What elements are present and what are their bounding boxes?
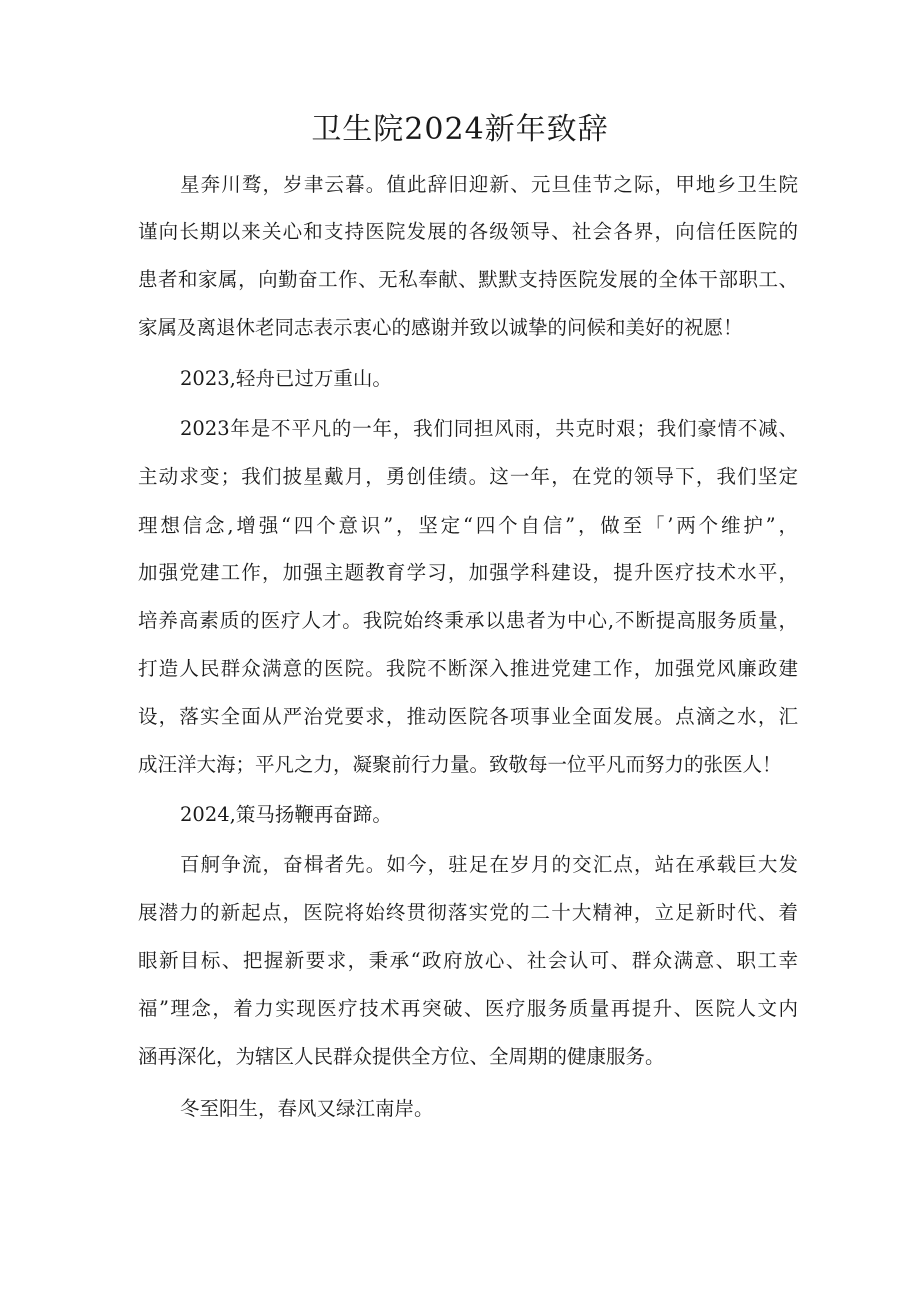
paragraph-line: 2023年是不平凡的一年，我们同担风雨，共克时艰；我们豪情不减、: [180, 417, 798, 440]
paragraph-line: 成汪洋大海；平凡之力，凝聚前行力量。致敬每一位平凡而努力的张医人！: [138, 753, 782, 776]
paragraph-line: 涵再深化，为辖区人民群众提供全方位、全周期的健康服务。: [138, 1045, 665, 1068]
paragraph-line: 主动求变；我们披星戴月，勇创佳绩。这一年，在党的领导下，我们坚定: [138, 465, 798, 488]
paragraph-line: 培养高素质的医疗人才。我院始终秉承以患者为中心,不断提高服务质量，: [138, 609, 798, 632]
paragraph-line: 谨向长期以来关心和支持医院发展的各级领导、社会各界，向信任医院的: [138, 220, 798, 243]
paragraph-line: 患者和家属，向勤奋工作、无私奉献、默默支持医院发展的全体干部职工、: [138, 268, 798, 291]
document-title: 卫生院2024新年致辞: [311, 112, 609, 147]
paragraph-line: 2024,策马扬鞭再奋蹄。: [180, 803, 392, 826]
paragraph-line: 加强党建工作，加强主题教育学习，加强学科建设，提升医疗技术水平，: [138, 561, 798, 584]
paragraph-line: 家属及离退休老同志表示衷心的感谢并致以诚挚的问候和美好的祝愿！: [138, 316, 743, 339]
paragraph-line: 福”理念，着力实现医疗技术再突破、医疗服务质量再提升、医院人文内: [138, 997, 798, 1020]
paragraph-line: 冬至阳生，春风又绿江南岸。: [180, 1097, 434, 1120]
paragraph-line: 2023,轻舟已过万重山。: [180, 367, 392, 390]
paragraph-line: 理想信念,增强“四个意识”，坚定“四个自信”，做至「’两个维护”，: [138, 514, 798, 537]
paragraph-line: 打造人民群众满意的医院。我院不断深入推进党建工作，加强党风廉政建: [138, 657, 798, 680]
paragraph-line: 设，落实全面从严治党要求，推动医院各项事业全面发展。点滴之水，汇: [138, 705, 798, 728]
paragraph-line: 展潜力的新起点，医院将始终贯彻落实党的二十大精神，立足新时代、着: [138, 901, 798, 924]
paragraph-line: 眼新目标、把握新要求，秉承“政府放心、社会认可、群众满意、职工幸: [138, 949, 798, 972]
paragraph-line: 百舸争流，奋楫者先。如今，驻足在岁月的交汇点，站在承载巨大发: [180, 853, 798, 876]
paragraph-line: 星奔川骛，岁聿云暮。值此辞旧迎新、元旦佳节之际，甲地乡卫生院: [180, 173, 798, 196]
